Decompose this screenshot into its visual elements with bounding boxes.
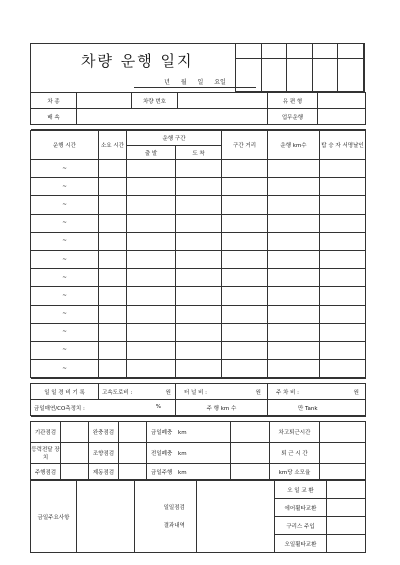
footer-item-2-val[interactable] — [327, 517, 366, 535]
driver-field[interactable] — [318, 109, 366, 125]
inspect-c-unit: km — [178, 451, 187, 458]
header-time: 운행 시간 — [31, 131, 99, 160]
log-row — [31, 250, 366, 268]
log-cell[interactable] — [320, 178, 366, 196]
log-cell[interactable] — [268, 341, 320, 359]
log-cell[interactable] — [176, 196, 222, 214]
vehicle-info-table — [30, 92, 366, 130]
log-cell[interactable] — [320, 269, 366, 287]
log-cell[interactable] — [268, 360, 320, 378]
approval-cell[interactable] — [312, 44, 338, 58]
log-row — [31, 305, 366, 323]
log-cell[interactable] — [176, 214, 222, 232]
footer-gap — [135, 481, 153, 553]
footer-item-1-val[interactable] — [327, 499, 366, 517]
log-cell[interactable] — [268, 287, 320, 305]
inspect-a: 주행점검 — [31, 464, 61, 480]
inspect-d-val[interactable] — [320, 422, 366, 443]
log-cell[interactable] — [320, 341, 366, 359]
fuel-field[interactable] — [318, 93, 366, 109]
log-cell[interactable] — [99, 287, 127, 305]
log-cell[interactable] — [222, 360, 268, 378]
car-type-label: 차 종 — [31, 93, 77, 109]
mileage-label: 금일매연/CO측정치 : — [34, 405, 85, 412]
log-cell[interactable] — [268, 214, 320, 232]
toll-unit: 원 — [165, 389, 171, 396]
log-cell[interactable] — [268, 250, 320, 268]
header-distance: 구간 거리 — [222, 131, 268, 160]
log-cell[interactable] — [127, 287, 176, 305]
log-cell[interactable] — [99, 323, 127, 341]
log-time-cell[interactable]: ~ — [31, 269, 99, 287]
log-cell[interactable] — [176, 305, 222, 323]
log-cell[interactable] — [99, 232, 127, 250]
inspect-d-val[interactable] — [320, 464, 366, 480]
car-type-field[interactable] — [77, 93, 132, 109]
log-row — [31, 323, 366, 341]
log-cell[interactable] — [222, 341, 268, 359]
log-cell[interactable] — [320, 323, 366, 341]
log-cell[interactable] — [320, 360, 366, 378]
log-time-cell[interactable]: ~ — [31, 196, 99, 214]
approval-sign-cell[interactable] — [338, 58, 364, 92]
log-cell[interactable] — [320, 196, 366, 214]
dept-label: 배 속 — [31, 109, 77, 125]
footer-mid-label-2: 결과내역 — [163, 522, 185, 529]
log-cell[interactable] — [176, 178, 222, 196]
log-cell[interactable] — [222, 287, 268, 305]
log-time-cell[interactable]: ~ — [31, 178, 99, 196]
log-time-cell[interactable]: ~ — [31, 250, 99, 268]
inspect-b-check[interactable] — [119, 422, 147, 443]
log-cell[interactable] — [320, 214, 366, 232]
log-cell[interactable] — [99, 196, 127, 214]
inspect-b: 완충점검 — [89, 422, 119, 443]
tunnel-unit: 원 — [255, 389, 261, 396]
daily-cost-label: 일 일 경 비 기 록 — [31, 384, 99, 400]
log-cell[interactable] — [127, 178, 176, 196]
log-cell[interactable] — [99, 160, 127, 178]
inspect-c-val[interactable] — [231, 464, 270, 480]
log-cell[interactable] — [99, 360, 127, 378]
footer-mid — [153, 481, 197, 553]
approval-sign-cell[interactable] — [261, 58, 287, 92]
log-cell[interactable] — [268, 178, 320, 196]
footer-item-2: 구리스 주입 — [275, 517, 327, 535]
date-line: 년 월 일 요일 — [134, 77, 256, 88]
inspect-d: 차고퇴근시간 — [270, 422, 320, 443]
footer-item-0: 오 일 교 환 — [275, 481, 327, 499]
log-time-cell[interactable]: ~ — [31, 160, 99, 178]
toll-field[interactable] — [99, 384, 176, 400]
approval-cell[interactable] — [261, 44, 287, 58]
log-cell[interactable] — [127, 360, 176, 378]
log-row — [31, 160, 366, 178]
log-cell[interactable] — [268, 160, 320, 178]
inspect-b-check[interactable] — [119, 464, 147, 480]
log-time-cell[interactable]: ~ — [31, 214, 99, 232]
log-row — [31, 214, 366, 232]
approval-cell[interactable] — [236, 44, 262, 58]
footer-mid-label-1: 일일점검 — [163, 504, 185, 511]
log-time-cell[interactable]: ~ — [31, 305, 99, 323]
log-cell[interactable] — [99, 250, 127, 268]
dept-field[interactable] — [77, 109, 268, 125]
log-cell[interactable] — [222, 232, 268, 250]
log-cell[interactable] — [268, 269, 320, 287]
header-passenger: 탑 승 자 서명날인 — [320, 131, 366, 160]
log-cell[interactable] — [320, 305, 366, 323]
log-cell[interactable] — [176, 250, 222, 268]
log-cell[interactable] — [222, 214, 268, 232]
drive-km-label: 주 행 km 수 — [176, 400, 268, 416]
inspect-c[interactable] — [147, 443, 231, 464]
parking-unit: 원 — [353, 389, 359, 396]
car-number-label: 차량 번호 — [132, 93, 178, 109]
log-cell[interactable] — [99, 305, 127, 323]
log-cell[interactable] — [127, 250, 176, 268]
log-cell[interactable] — [99, 214, 127, 232]
inspect-c-val[interactable] — [231, 443, 270, 464]
log-time-cell[interactable]: ~ — [31, 341, 99, 359]
title-area — [30, 43, 365, 92]
log-cell[interactable] — [127, 305, 176, 323]
inspect-c-unit: km — [178, 430, 187, 437]
header-section: 운행 구간 — [127, 131, 222, 146]
log-cell[interactable] — [99, 341, 127, 359]
log-cell[interactable] — [176, 360, 222, 378]
log-cell[interactable] — [176, 287, 222, 305]
log-cell[interactable] — [127, 269, 176, 287]
inspect-c-label: 금일주행 — [151, 469, 173, 476]
log-cell[interactable] — [268, 323, 320, 341]
inspect-c[interactable] — [147, 464, 231, 480]
log-cell[interactable] — [268, 232, 320, 250]
log-cell[interactable] — [99, 269, 127, 287]
inspect-d-val[interactable] — [320, 443, 366, 464]
footer-results[interactable] — [197, 481, 275, 553]
inspect-a-check[interactable] — [61, 443, 89, 464]
log-cell[interactable] — [320, 250, 366, 268]
inspect-b-check[interactable] — [119, 443, 147, 464]
log-cell[interactable] — [222, 323, 268, 341]
mileage-unit: % — [155, 403, 161, 410]
log-cell[interactable] — [176, 269, 222, 287]
driver-label: 업무운행 — [268, 109, 318, 125]
inspection-table — [30, 416, 366, 480]
parking-field[interactable] — [268, 384, 366, 400]
inspect-d: km당 소모율 — [270, 464, 320, 480]
footer-item-3-val[interactable] — [327, 535, 366, 553]
vehicle-log-form — [30, 43, 365, 553]
log-cell[interactable] — [268, 305, 320, 323]
log-cell[interactable] — [222, 178, 268, 196]
approval-cell[interactable] — [338, 44, 364, 58]
header-km: 운행 km수 — [268, 131, 320, 160]
fuel-label: 유 편 형 — [268, 93, 318, 109]
log-time-cell[interactable]: ~ — [31, 323, 99, 341]
log-row — [31, 196, 366, 214]
log-time-cell[interactable]: ~ — [31, 232, 99, 250]
inspect-b: 제동점검 — [89, 464, 119, 480]
header-arrive: 도 착 — [176, 146, 222, 160]
footer-item-1: 에어휠타교환 — [275, 499, 327, 517]
toll-label: 고속도로비 : — [102, 389, 133, 396]
log-cell[interactable] — [127, 323, 176, 341]
inspect-a-check[interactable] — [61, 422, 89, 443]
inspect-c-label: 전일폐충 — [151, 451, 173, 458]
log-cell[interactable] — [127, 232, 176, 250]
log-row — [31, 232, 366, 250]
log-row — [31, 341, 366, 359]
inspect-b: 조향점검 — [89, 443, 119, 464]
car-number-field[interactable] — [178, 93, 268, 109]
inspect-a-check[interactable] — [61, 464, 89, 480]
log-cell[interactable] — [222, 305, 268, 323]
log-cell[interactable] — [127, 160, 176, 178]
log-cell[interactable] — [268, 196, 320, 214]
header-duration: 소요 시간 — [99, 131, 127, 160]
log-cell[interactable] — [320, 232, 366, 250]
log-cell[interactable] — [176, 160, 222, 178]
approval-sign-cell[interactable] — [287, 58, 313, 92]
log-row — [31, 269, 366, 287]
approval-cell[interactable] — [287, 44, 313, 58]
inspect-c-label: 금일폐충 — [151, 430, 173, 437]
log-cell[interactable] — [222, 250, 268, 268]
mileage-field[interactable] — [31, 400, 176, 416]
approval-box — [235, 44, 364, 92]
log-cell[interactable] — [127, 214, 176, 232]
footer-left-label: 금일주요사항 — [31, 481, 77, 553]
log-cell[interactable] — [99, 178, 127, 196]
log-time-cell[interactable]: ~ — [31, 287, 99, 305]
inspect-c-val[interactable] — [231, 422, 270, 443]
page-title: 차량 운행 일지 — [81, 52, 194, 70]
log-row — [31, 287, 366, 305]
log-cell[interactable] — [320, 287, 366, 305]
approval-sign-cell[interactable] — [236, 58, 262, 92]
footer-item-3: 오일휠타교환 — [275, 535, 327, 553]
log-cell[interactable] — [320, 160, 366, 178]
header-depart: 출 발 — [127, 146, 176, 160]
log-table — [30, 130, 366, 378]
spacer — [31, 125, 366, 130]
log-cell[interactable] — [176, 323, 222, 341]
log-row — [31, 360, 366, 378]
footer-item-0-val[interactable] — [327, 481, 366, 499]
log-cell[interactable] — [222, 269, 268, 287]
inspect-d: 퇴 근 시 간 — [270, 443, 320, 464]
summary-table — [30, 378, 366, 416]
inspect-a: 등력전달 장 치 — [31, 443, 61, 464]
inspect-c[interactable] — [147, 422, 231, 443]
log-cell[interactable] — [222, 196, 268, 214]
log-cell[interactable] — [176, 232, 222, 250]
log-row — [31, 178, 366, 196]
log-cell[interactable] — [176, 341, 222, 359]
tunnel-label: 터 널 비 : — [184, 389, 208, 396]
tank-label[interactable]: 만 Tank — [268, 400, 366, 416]
inspect-a: 기관점검 — [31, 422, 61, 443]
log-cell[interactable] — [222, 160, 268, 178]
parking-label: 주 차 비 : — [276, 389, 300, 396]
tunnel-field[interactable] — [176, 384, 268, 400]
log-cell[interactable] — [127, 196, 176, 214]
log-cell[interactable] — [127, 341, 176, 359]
log-time-cell[interactable]: ~ — [31, 360, 99, 378]
footer-table — [30, 480, 366, 553]
approval-sign-cell[interactable] — [312, 58, 338, 92]
inspect-c-unit: km — [178, 469, 187, 476]
footer-notes[interactable] — [77, 481, 135, 553]
